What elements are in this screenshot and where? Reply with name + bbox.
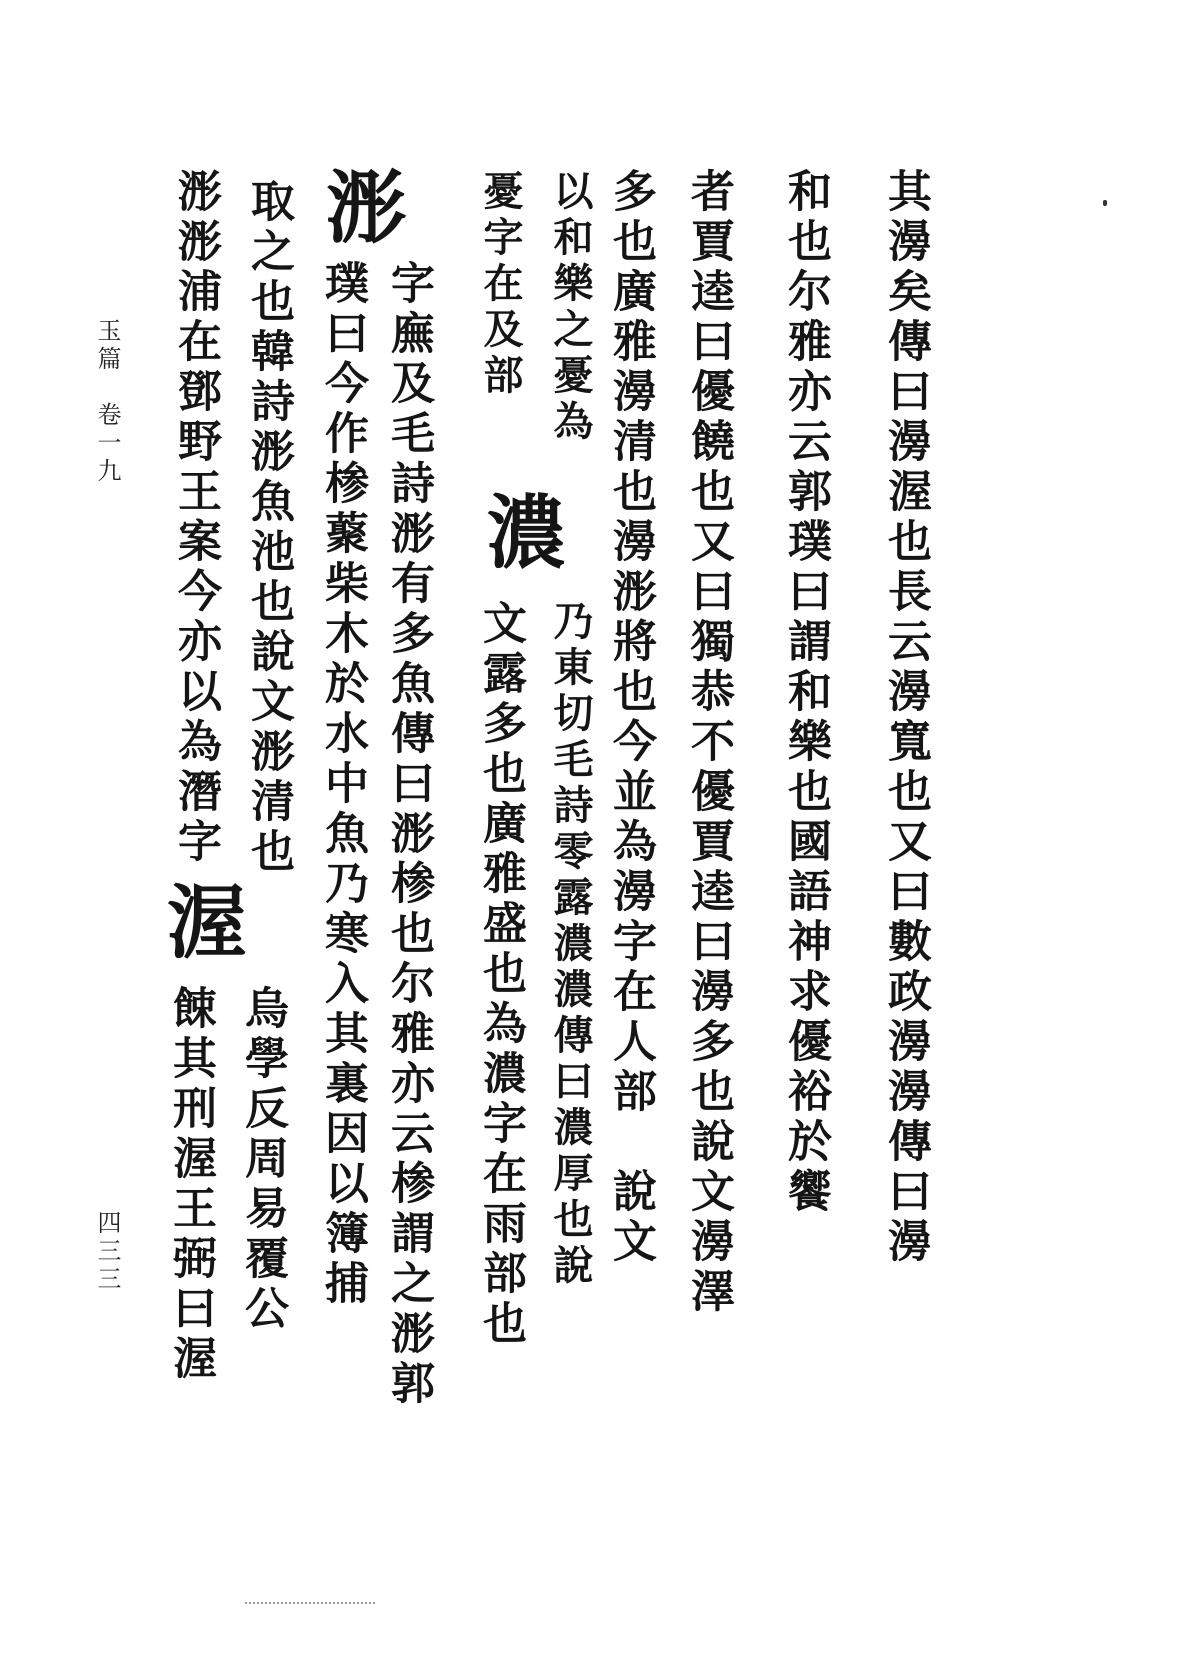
- text-column-4: 多也廣雅澷清也澷浵將也今並為澷字在人部 說文: [605, 168, 656, 1268]
- book-title-margin: 玉篇 卷一九: [93, 318, 121, 486]
- text-column-2: 和也尔雅亦云郭璞曰謂和樂也國語神求優裕於饗: [780, 168, 831, 1218]
- text-column-13: 烏學反周易覆公: [237, 985, 288, 1335]
- ink-speck: [1103, 200, 1107, 206]
- text-column-14: 餗其刑渥王弼曰渥: [165, 985, 216, 1385]
- text-column-7: 乃東切毛詩零露濃濃傳曰濃厚也說: [547, 600, 594, 1290]
- page-number: 四三三: [93, 1210, 121, 1294]
- text-column-9: 字廡及毛詩浵有多魚傳曰浵椮也尔雅亦云椮謂之浵郭: [383, 260, 434, 1410]
- scan-artifact-line: [245, 1602, 375, 1606]
- text-column-3: 者賈逵曰優饒也又曰獨恭不優賈逵曰澷多也說文澷澤: [683, 168, 734, 1318]
- text-column-10: 璞曰今作椮藂柴木於水中魚乃寒入其裏因以簿捕: [317, 260, 368, 1310]
- text-column-8: 文露多也廣雅盛也為濃字在雨部也: [475, 600, 526, 1350]
- text-column-6: 憂字在及部: [477, 170, 524, 400]
- text-column-12: 浵浵浦在鄧野王案今亦以為潛字: [170, 168, 221, 868]
- text-column-1: 其澷矣傳曰澷渥也長云澷寬也又曰數政澷澷傳曰澷: [880, 168, 931, 1268]
- entry-heading-shen: 浵: [313, 165, 407, 245]
- text-column-11: 取之也韓詩浵魚池也說文浵清也: [243, 178, 294, 878]
- text-column-5: 以和樂之憂為: [547, 170, 594, 446]
- entry-heading-wo: 渥: [153, 880, 247, 960]
- entry-heading-nong: 濃: [473, 490, 567, 570]
